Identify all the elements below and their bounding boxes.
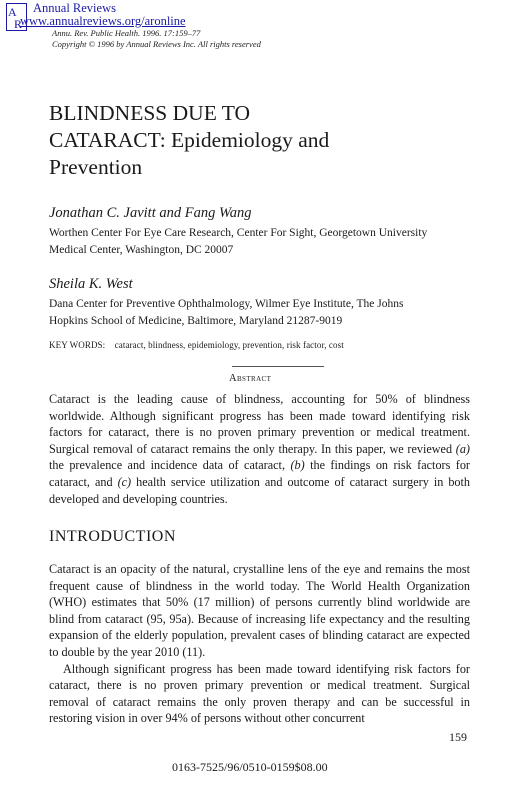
author-names: Jonathan C. Javitt and Fang Wang [49,205,252,221]
svg-text:R: R [14,17,23,31]
author-names: Sheila K. West [49,276,133,292]
keywords-label: KEY WORDS: [49,340,106,350]
keywords-text: cataract, blindness, epidemiology, prevention, risk factor, cost [114,340,344,350]
paragraph: Cataract is an opacity of the natural, crystalline lens of the eye and remains the most frequent cause of blindness in the world today. The World Health Organization (WHO) estimates that 50% (17 million) of persons currently blind worldwide are blind from cataract (95, 95a). Because of increasing life expectancy and the resulting expansion of the elderly population, prevalent cases of blinding cataract are expected to double by the year 2010 (11). [49,562,470,659]
title-line: Prevention [49,155,143,179]
article-title [49,100,329,181]
keywords [49,340,344,350]
section-heading-introduction: INTRODUCTION [49,528,176,545]
journal-citation: Annu. Rev. Public Health. 1996. 17:159–77 [52,28,201,38]
footer-code: 0163-7525/96/0510-0159$08.00 [172,760,328,774]
title-line: CATARACT: Epidemiology and [49,128,330,152]
title-line: BLINDNESS DUE TO [49,101,251,125]
affiliation-line: Hopkins School of Medicine, Baltimore, Maryland 21287-9019 [49,315,343,327]
affiliation-line: Worthen Center For Eye Care Research, Center For Sight, Georgetown University [49,227,428,239]
author-affiliation [49,296,403,330]
author-affiliation [49,225,427,259]
publisher-url-link[interactable]: www.annualreviews.org/aronline [20,14,186,28]
publisher-name: Annual Reviews [33,1,116,15]
abstract-divider [232,366,324,367]
affiliation-line: Medical Center, Washington, DC 20007 [49,244,234,256]
affiliation-line: Dana Center for Preventive Ophthalmology, Wilmer Eye Institute, The Johns [49,298,404,310]
svg-text:A: A [8,5,17,19]
introduction-text [49,561,470,727]
abstract-heading: Abstract [229,373,272,384]
copyright-line: Copyright © 1996 by Annual Reviews Inc. All rights reserved [52,39,261,49]
page-number: 159 [449,730,467,744]
paragraph: Although significant progress has been made toward identifying risk factors for cataract, there is no proven primary prevention or medical treatment. Surgical removal of cataract remains the only proven therapy and can be successful in restoring vision in over 94% of persons without other concurrent [49,661,470,726]
abstract-text: Cataract is the leading cause of blindness, accounting for 50% of blindness worldwide. Although significant progress has been made toward identifying risk factors for cataract, there is no proven primary prevention or medical treatment. Surgical removal of cataract remains the only therapy. In this paper, we reviewed (a) the prevalence and incidence data of cataract, (b) the findings on risk factors for cataract, and (c) health service utilization and outcome of cataract surgery in both developed and developing countries. [49,392,470,506]
